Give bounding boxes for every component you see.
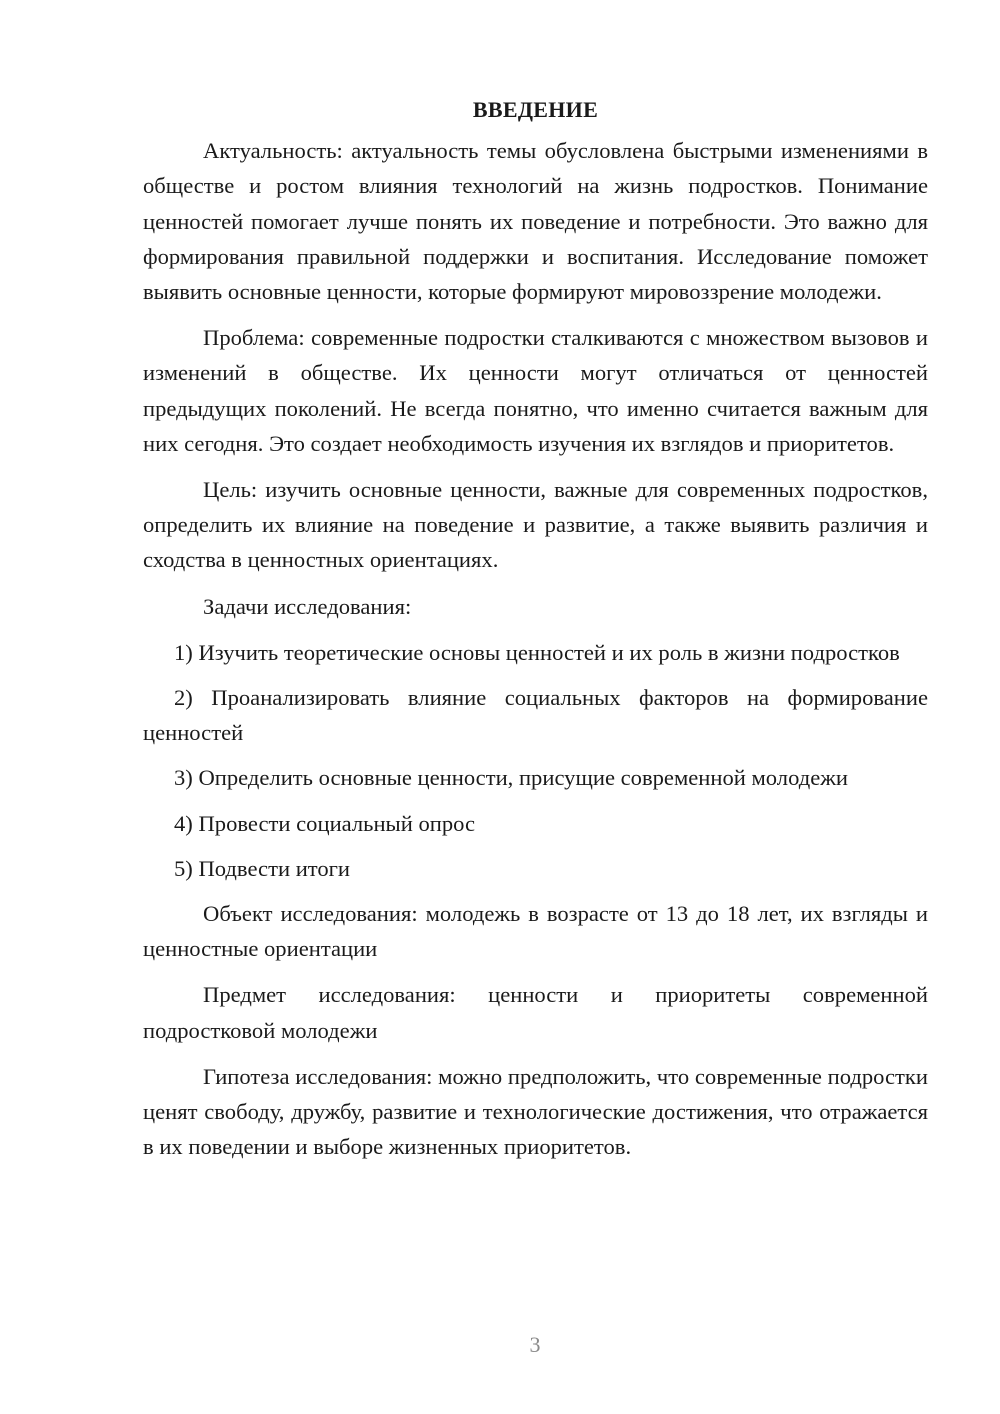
task-item-2: 2) Проанализировать влияние социальных факторов на формирование ценностей	[143, 685, 928, 746]
task-item-3: 3) Определить основные ценности, присущие современной молодежи	[174, 765, 848, 791]
task-item-4: 4) Провести социальный опрос	[174, 810, 476, 836]
paragraph-subject: Предмет исследования: ценности и приоритеты современной подростковой молодежи	[143, 982, 928, 1043]
page-title: ВВЕДЕНИЕ	[472, 97, 599, 122]
paragraph-object: Объект исследования: молодежь в возрасте от 13 до 18 лет, их взгляды и ценностные ориентации	[143, 901, 928, 962]
paragraph-goal: Цель: изучить основные ценности, важные для современных подростков, определить их влияние на поведение и развитие, а также выявить различия и сходства в ценностных ориентациях.	[143, 477, 928, 573]
paragraph-hypothesis: Гипотеза исследования: можно предположить, что современные подростки ценят свободу, дружбу, развитие и технологические достижения, что отражается в их поведении и выборе жизненных приоритетов.	[143, 1063, 928, 1160]
paragraph-problem: Проблема: современные подростки сталкиваются с множеством вызовов и изменений в обществе. Их ценности могут отличаться от ценностей предыдущих поколений. Не всегда понятно, что именно считается важным для них сегодня. Это создает необходимость изучения их взглядов и приоритетов.	[143, 325, 928, 456]
task-item-5: 5) Подвести итоги	[174, 855, 351, 881]
page-number: 3	[529, 1332, 541, 1357]
task-item-1: 1) Изучить теоретические основы ценностей и их роль в жизни подростков	[174, 639, 900, 665]
paragraph-relevance: Актуальность: актуальность темы обусловлена быстрыми изменениями в обществе и ростом влияния технологий на жизнь подростков. Понимание ценностей помогает лучше понять их поведение и потребности. Это важно для формирования правильной поддержки и воспитания. Исследование поможет выявить основные ценности, которые формируют мировоззрение молодежи.	[143, 138, 928, 305]
document-page	[143, 92, 928, 1175]
tasks-heading: Задачи исследования:	[203, 593, 412, 619]
